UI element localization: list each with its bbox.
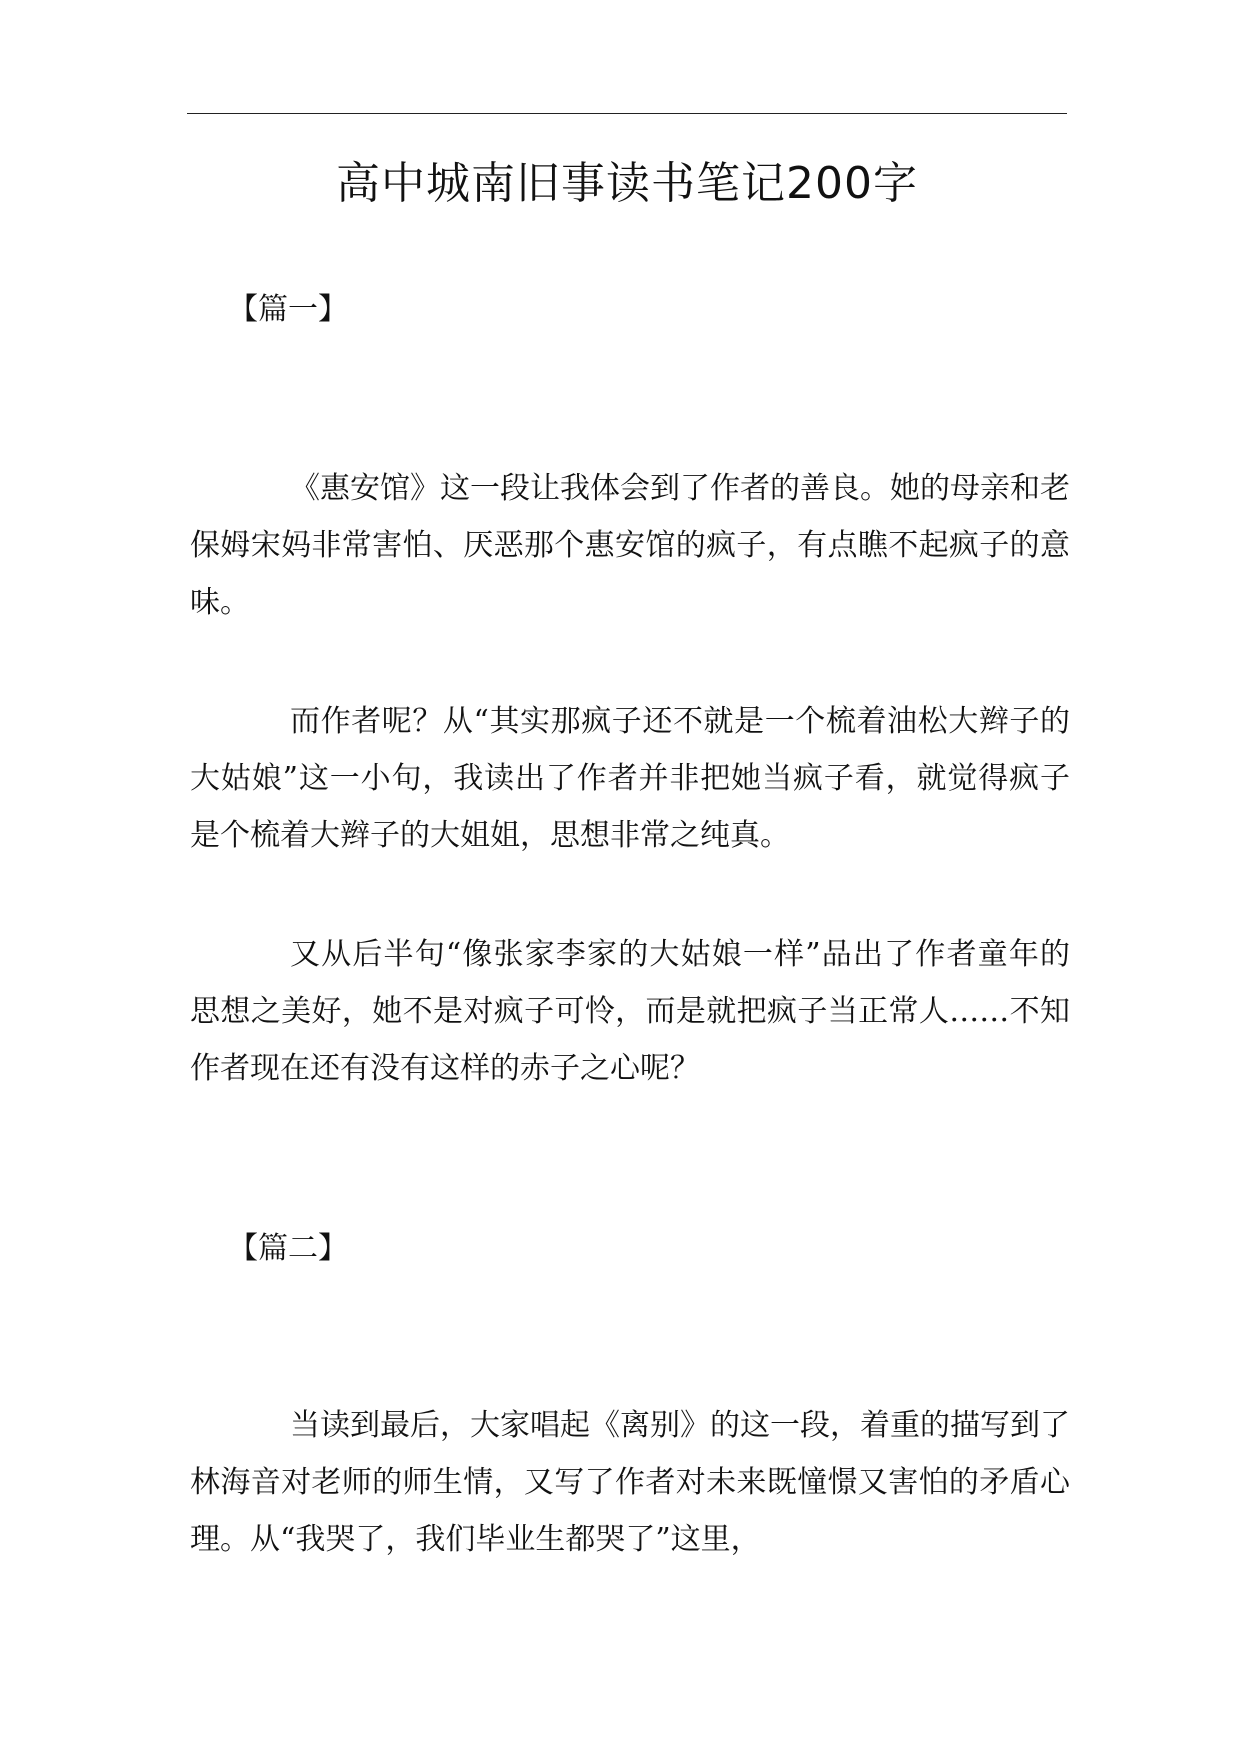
paragraph: 又从后半句“像张家李家的大姑娘一样”品出了作者童年的思想之美好，她不是对疯子可怜，而是就把疯子当正常人……不知作者现在还有没有这样的赤子之心呢？ (190, 937, 1070, 1086)
header-rule (187, 113, 1067, 114)
section-heading-2: 【篇二】 (228, 1231, 348, 1266)
document-title: 高中城南旧事读书笔记200字 (336, 158, 918, 209)
paragraph: 而作者呢？从“其实那疯子还不就是一个梳着油松大辫子的大姑娘”这一小句，我读出了作者并非把她当疯子看，就觉得疯子是个梳着大辫子的大姐姐，思想非常之纯真。 (190, 704, 1070, 853)
paragraph: 《惠安馆》这一段让我体会到了作者的善良。她的母亲和老保姆宋妈非常害怕、厌恶那个惠安馆的疯子，有点瞧不起疯子的意味。 (190, 471, 1070, 620)
paragraph: 当读到最后，大家唱起《离别》的这一段，着重的描写到了林海音对老师的师生情，又写了作者对未来既憧憬又害怕的矛盾心理。从“我哭了，我们毕业生都哭了”这里， (190, 1408, 1070, 1557)
section-heading-1: 【篇一】 (228, 292, 348, 327)
